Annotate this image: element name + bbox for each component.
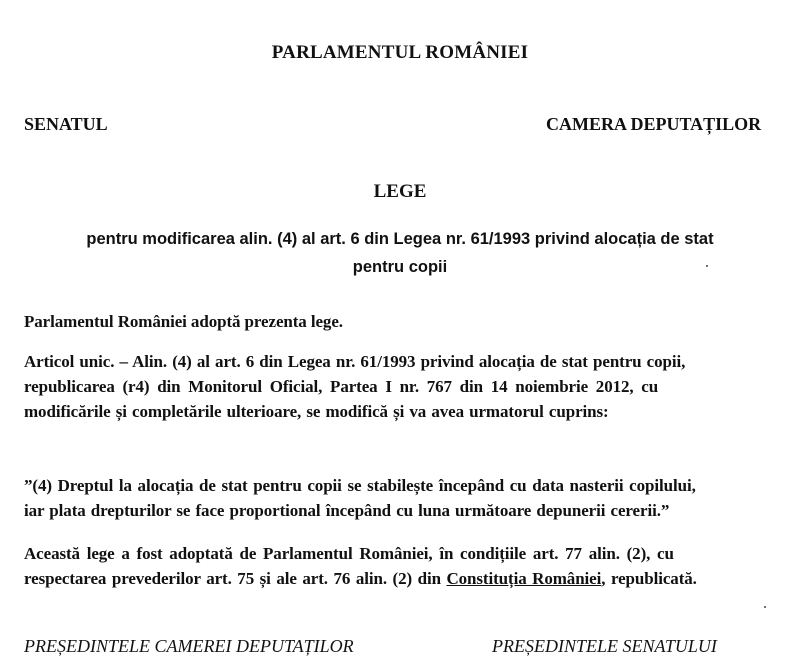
scan-speck — [706, 265, 708, 267]
closing-line-2-start: respectarea prevederilor art. 75 și ale art. 76 alin. (2) din — [24, 569, 447, 588]
article-line-2: republicarea (r4) din Monitorul Oficial, Partea I nr. 767 din 14 noiembrie 2012, cu — [24, 377, 659, 396]
subtitle-line-1: pentru modificarea alin. (4) al art. 6 din Legea nr. 61/1993 privind alocația de stat — [86, 230, 714, 248]
closing-line-2-end: , republicată. — [601, 569, 697, 588]
document-type: LEGE — [373, 181, 427, 202]
chamber-senate: SENATUL — [24, 114, 108, 134]
amendment-line-1: ”(4) Dreptul la alocația de stat pentru copii se stabilește începând cu data nasterii copilului, — [24, 476, 696, 495]
closing-line-1: Această lege a fost adoptată de Parlamentul României, în condițiile art. 77 alin. (2), cu — [24, 544, 674, 563]
adoption-statement: Parlamentul României adoptă prezenta lege. — [24, 312, 343, 331]
article-line-1: Articol unic. – Alin. (4) al art. 6 din Legea nr. 61/1993 privind alocația de stat pentru copii, — [24, 352, 686, 371]
amendment-line-2: iar plata drepturilor se face proportional începând cu luna următoare depunerii cererii.” — [24, 501, 670, 520]
constitution-reference: Constituția României — [446, 569, 602, 588]
signature-chamber-president: PREȘEDINTELE CAMEREI DEPUTAȚILOR — [24, 636, 354, 656]
signature-senate-president: PREȘEDINTELE SENATULUI — [492, 636, 717, 656]
closing-line-2 — [24, 569, 697, 589]
document-heading: PARLAMENTUL ROMÂNIEI — [271, 42, 529, 63]
subtitle-line-2: pentru copii — [352, 258, 448, 276]
chamber-deputies: CAMERA DEPUTAȚILOR — [546, 114, 762, 134]
article-line-3: modificările și completările ulterioare, se modifică și va avea urmatorul cuprins: — [24, 402, 609, 421]
scan-speck — [764, 606, 766, 608]
